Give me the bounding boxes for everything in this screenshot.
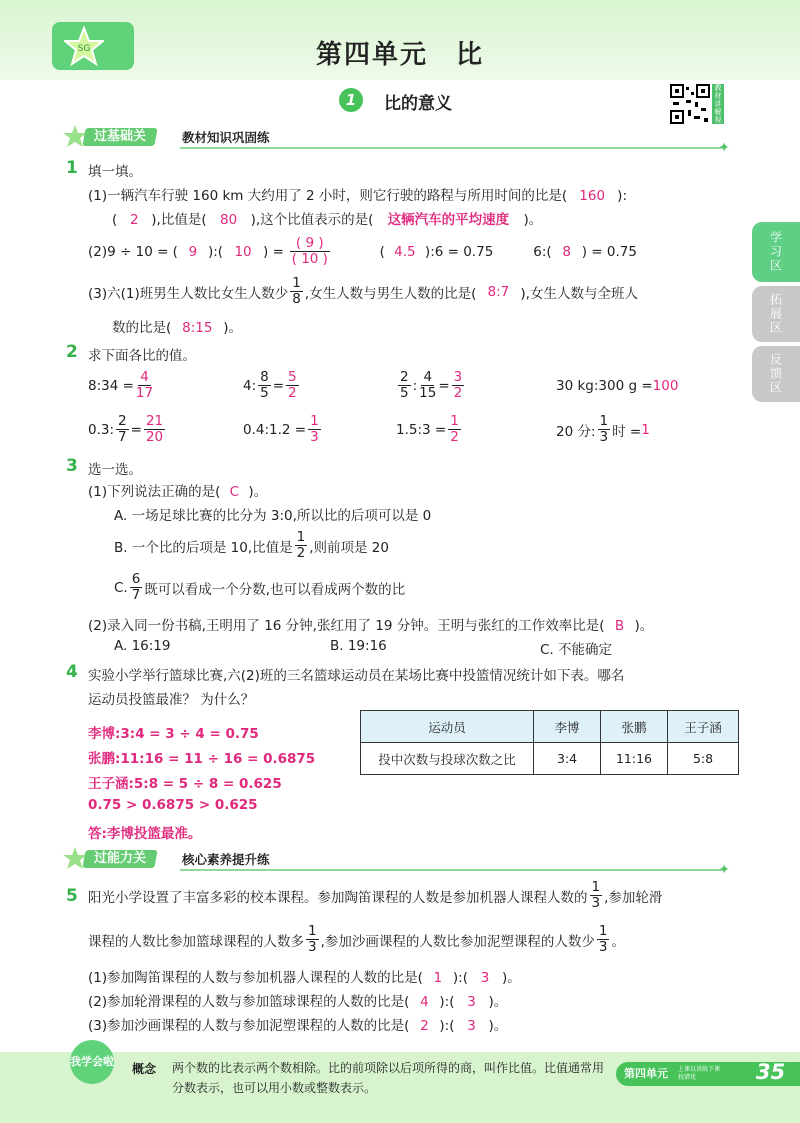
option-a[interactable]: A. 一场足球比赛的比分为 3:0,所以比的后项可以是 0	[114, 508, 432, 524]
question-text: 阳光小学设置了丰富多彩的校本课程。参加陶笛课程的人数是参加机器人课程人数的 $\frac{1}{3}$ ,参加轮滑	[88, 879, 663, 911]
table-header: 李博	[534, 711, 601, 743]
q1-part1-line1: (1)一辆汽车行驶 160 km 大约用了 2 小时，则它行驶的路程与所用时间的比是( 160 ):	[88, 188, 627, 204]
sidebar-tab-study[interactable]: 学习区	[752, 222, 800, 282]
q5-part2: (2)参加轮滑课程的人数与参加篮球课程的人数的比是( 4 ):( 3 )。	[88, 994, 508, 1010]
lesson-title: 比的意义	[384, 94, 452, 114]
ratio-item: 0.3: $\frac{2}{7}$ = $\frac{21}{20}$	[88, 413, 164, 445]
q5-part1: (1)参加陶笛课程的人数与参加机器人课程的人数的比是( 1 ):( 3 )。	[88, 970, 521, 986]
ratio-item: 30 kg:300 g =100	[556, 378, 679, 394]
page-number: 35	[756, 1060, 786, 1084]
question-title: 选一选。	[88, 462, 142, 478]
sidebar-tab-feedback[interactable]: 反馈区	[752, 346, 800, 402]
answer-blank[interactable]: 10	[234, 243, 252, 260]
question-number: 5	[66, 886, 78, 906]
ratio-item: 8:34 = $\frac{4}{17}$	[88, 369, 154, 401]
question-text: 课程的人数比参加篮球课程的人数多 $\frac{1}{3}$ ,参加沙画课程的人数比参加泥塑课程的人数少 $\frac{1}{3}$ 。	[88, 923, 625, 955]
answer-blank[interactable]: 3	[480, 970, 490, 986]
answer-blank[interactable]: 这辆汽车的平均速度	[387, 212, 510, 228]
answer-blank[interactable]: 1	[433, 970, 443, 986]
question-number: 2	[66, 342, 78, 362]
question-text: 运动员投篮最准？ 为什么？	[88, 692, 255, 708]
section-subtitle: 核心素养提升练	[182, 852, 270, 867]
answer-blank[interactable]: 9	[188, 243, 198, 260]
qr-label: 教材讲解视频	[712, 84, 724, 124]
table-header: 王子涵	[668, 711, 739, 743]
question-number: 1	[66, 158, 78, 178]
answer-blank[interactable]: 8	[562, 243, 571, 260]
table-cell: 投中次数与投球次数之比	[361, 743, 534, 775]
answer-blank[interactable]: 8:7	[487, 283, 510, 300]
footer-badge: 我学会啦	[70, 1040, 114, 1084]
q1-part3-line2: 数的比是( 8:15 )。	[112, 320, 243, 336]
option-b[interactable]: B. 19:16	[330, 638, 387, 654]
answer-line: 张鹏:11:16 = 11 ÷ 16 = 0.6875	[88, 751, 316, 767]
answer-line: 李博:3:4 = 3 ÷ 4 = 0.75	[88, 726, 259, 742]
option-a[interactable]: A. 16:19	[114, 638, 171, 654]
answer-blank[interactable]: C	[229, 484, 240, 500]
q5-part3: (3)参加沙画课程的人数与参加泥塑课程的人数的比是( 2 ):( 3 )。	[88, 1018, 508, 1034]
section-label: 过基础关	[82, 128, 157, 146]
option-b[interactable]: B. 一个比的后项是 10,比值是 $\frac{1}{2}$ ,则前项是 20	[114, 529, 389, 561]
unit-tab-small: 上课以讲练下课找错优	[678, 1066, 721, 1081]
answer-line: 0.75 > 0.6875 > 0.625	[88, 797, 258, 813]
table-cell: 3:4	[534, 743, 601, 775]
table-cell: 11:16	[601, 743, 668, 775]
section-label: 过能力关	[82, 850, 157, 868]
section-bar-basic: 过基础关 教材知识巩固练 ✦	[60, 126, 732, 148]
answer-blank[interactable]: 8:15	[182, 320, 213, 336]
question-title: 求下面各比的值。	[88, 348, 196, 364]
ratio-item: 4: $\frac{8}{5}$ = $\frac{5}{2}$	[243, 369, 297, 401]
sidebar-tab-extend[interactable]: 拓展区	[752, 286, 800, 342]
q3-part1: (1)下列说法正确的是( C )。	[88, 484, 268, 500]
answer-line: 王子涵:5:8 = 5 ÷ 8 = 0.625	[88, 776, 282, 792]
lesson-number: 1	[339, 88, 363, 112]
concept-text: 两个数的比表示两个数相除。比的前项除以后项所得的商，叫作比值。比值通常用分数表示，也可以用小数或整数表示。	[172, 1061, 605, 1095]
ratio-item: $\frac{2}{5}$ : $\frac{4}{15}$ = $\frac{3}{2}$	[400, 369, 463, 401]
q1-part3-line1: (3)六(1)班男生人数比女生人数少 $\frac{1}{8}$ ,女生人数与男生人数的比是( 8:7 ),女生人数与全班人	[88, 275, 638, 307]
unit-tab-name: 第四单元	[624, 1067, 668, 1080]
table-header: 运动员	[361, 711, 534, 743]
question-number: 3	[66, 456, 78, 476]
q1-part2: (2)9 ÷ 10 = ( 9 ):( 10 ) = $\frac{( 9 )}{( 10 )}$ ( 4.5 ):6 = 0.75 6:( 8 ) = 0.75	[88, 235, 637, 267]
unit-title: 第四单元 比	[315, 40, 484, 70]
table-cell: 5:8	[668, 743, 739, 775]
answer-blank[interactable]: 160	[579, 188, 606, 204]
concept-label: 概念	[132, 1062, 157, 1076]
answer-blank[interactable]: 4.5	[394, 243, 416, 260]
answer-blank[interactable]: 4	[420, 994, 429, 1010]
answer-blank[interactable]: 2	[129, 212, 139, 228]
unit-tab	[616, 1062, 800, 1086]
q1-part1-line2: ( 2 ),比值是( 80 ),这个比值表示的是( 这辆汽车的平均速度 )。	[112, 208, 542, 228]
ratio-item: 0.4:1.2 = $\frac{1}{3}$	[243, 413, 319, 445]
answer-blank[interactable]: 80	[220, 212, 238, 228]
answer-blank[interactable]: 2	[420, 1018, 429, 1034]
table-header: 张鹏	[601, 711, 668, 743]
badge-text: SG	[77, 44, 91, 54]
answer-blank[interactable]: 3	[467, 1018, 476, 1034]
qr-code-icon[interactable]	[670, 84, 710, 124]
option-c[interactable]: C. 不能确定	[540, 642, 613, 658]
answer-line: 答:李博投篮最准。	[88, 826, 202, 842]
answer-blank[interactable]: B	[614, 618, 625, 634]
ratio-item: 20 分: $\frac{1}{3}$ 时 = 1	[556, 413, 650, 445]
ratio-item: 1.5:3 = $\frac{1}{2}$	[396, 413, 459, 445]
answer-blank[interactable]: 3	[467, 994, 476, 1010]
section-bar-ability: 过能力关 核心素养提升练 ✦	[60, 848, 732, 870]
question-number: 4	[66, 662, 78, 682]
question-title: 填一填。	[88, 164, 142, 180]
option-c[interactable]: C. $\frac{6}{7}$ 既可以看成一个分数,也可以看成两个数的比	[114, 571, 406, 603]
q3-part2: (2)录入同一份书稿,王明用了 16 分钟,张红用了 19 分钟。王明与张红的工作效率比是( B )。	[88, 618, 654, 634]
section-subtitle: 教材知识巩固练	[182, 130, 270, 145]
question-text: 实验小学举行篮球比赛,六(2)班的三名篮球运动员在某场比赛中投篮情况统计如下表。哪名	[88, 668, 625, 684]
stats-table	[360, 710, 739, 775]
